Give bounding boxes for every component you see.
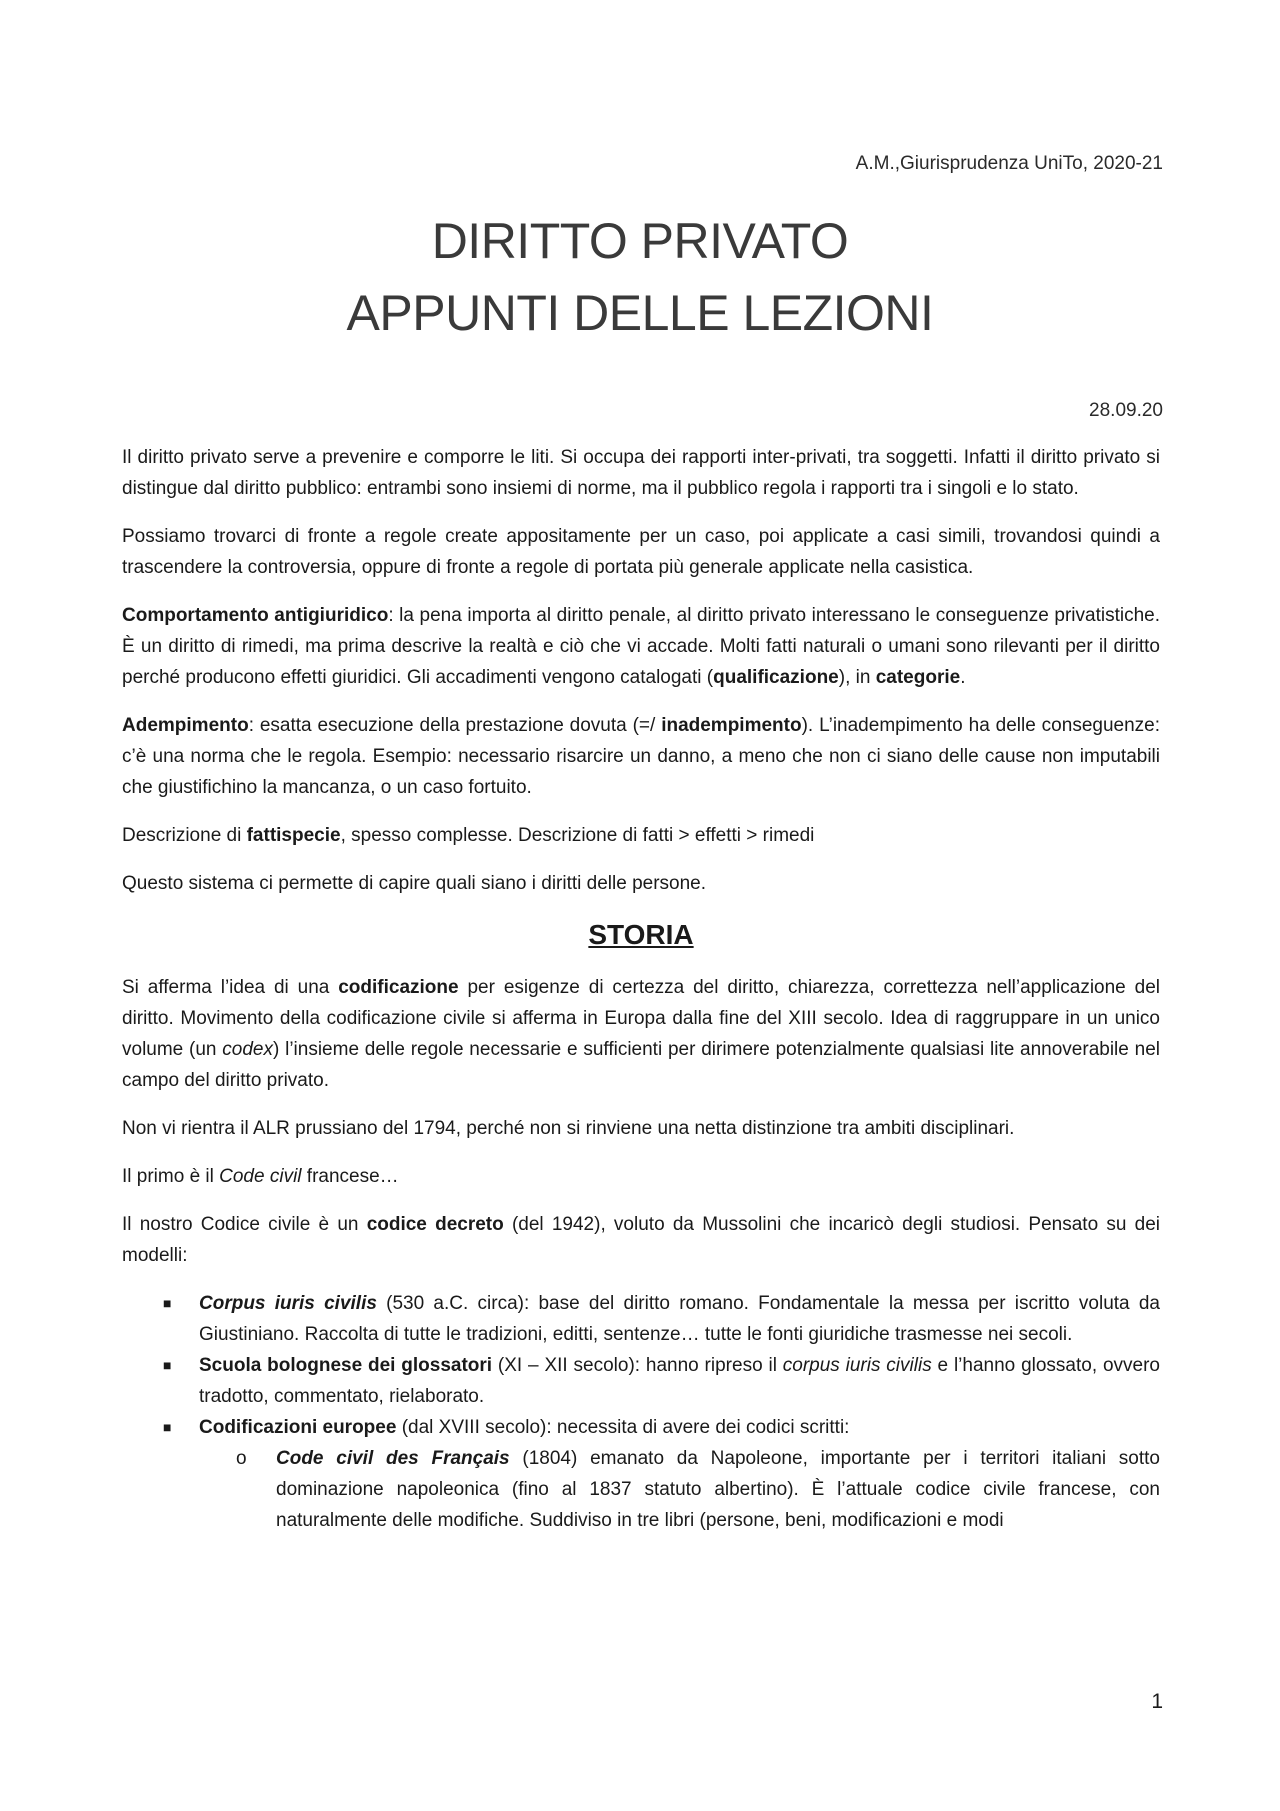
term-bold: Scuola bolognese dei glossatori — [199, 1355, 493, 1376]
page-title — [0, 205, 1280, 349]
paragraph-text: : la pena importa al diritto penale, al diritto privato interessano le conseguenze privatistiche. È un diritto di rimedi, ma prima descrive la realtà e ciò che vi accade. Molti fatti naturali o umani sono rilevanti per il diritto perché producono effetti giuridici. Gli accadimenti vengono catalogati ( — [122, 605, 1161, 688]
square-bullet-icon: ■ — [163, 1295, 172, 1311]
paragraph — [122, 710, 1160, 803]
term-italic: Corpus iuris civilis — [199, 1293, 377, 1314]
circle-bullet-icon: o — [236, 1448, 247, 1469]
term-italic: Code civil — [219, 1166, 302, 1187]
section-heading: STORIA — [588, 919, 694, 950]
paragraph-text: , spesso complesse. Descrizione di fatti > effetti > rimedi — [340, 825, 815, 846]
term-bold: Comportamento antigiuridico — [122, 605, 389, 626]
paragraph-text: ), in — [838, 667, 876, 688]
paragraph-text: Il nostro Codice civile è un — [122, 1214, 367, 1235]
page-number: 1 — [1151, 1690, 1163, 1713]
paragraph — [122, 820, 1160, 851]
term-italic: codex — [222, 1039, 273, 1060]
term-italic: Code civil des Français — [276, 1448, 510, 1469]
square-bullet-icon: ■ — [163, 1419, 172, 1435]
list-item-text: (dal XVIII secolo): necessita di avere dei codici scritti: — [396, 1417, 850, 1438]
author-line: A.M.,Giurisprudenza UniTo, 2020-21 — [855, 153, 1163, 174]
term-bold: fattispecie — [246, 825, 341, 846]
sub-list — [199, 1443, 1160, 1536]
term-bold: inadempimento — [661, 715, 802, 736]
paragraph: Non vi rientra il ALR prussiano del 1794, perché non si rinviene una netta distinzione tra ambiti disciplinari. — [122, 1118, 1015, 1139]
paragraph — [122, 972, 1160, 1096]
term-bold: Adempimento — [122, 715, 249, 736]
list-item-text: (530 a.C. circa): base del diritto romano. Fondamentale la messa per iscritto voluta da Giustiniano. Raccolta di tutte le tradizioni, editti, sentenze… tutte le fonti giuridiche trasmesse nei secoli. — [199, 1293, 1160, 1345]
term-italic: corpus iuris civilis — [782, 1355, 932, 1376]
list-item — [163, 1350, 1160, 1412]
paragraph-text: : esatta esecuzione della prestazione dovuta (=/ — [248, 715, 662, 736]
paragraph-text: (del 1942), voluto da Mussolini che incaricò degli studiosi. Pensato su dei modelli: — [122, 1214, 1160, 1266]
paragraph — [122, 1161, 1160, 1192]
term-bold: qualificazione — [713, 667, 839, 688]
paragraph: Il diritto privato serve a prevenire e comporre le liti. Si occupa dei rapporti inter-privati, tra soggetti. Infatti il diritto privato si distingue dal diritto pubblico: entrambi sono insiemi di norme, ma il pubblico regola i rapporti tra i singoli e lo stato. — [122, 447, 1160, 499]
term-bold: codificazione — [338, 977, 459, 998]
title-line-2: APPUNTI DELLE LEZIONI — [346, 285, 934, 341]
list-item-text: (XI – XII secolo): hanno ripreso il — [492, 1355, 783, 1376]
list-item — [163, 1412, 1160, 1536]
paragraph: Possiamo trovarci di fronte a regole create appositamente per un caso, poi applicate a casi simili, trovandosi quindi a trascendere la controversia, oppure di fronte a regole di portata più generale applicate nella casistica. — [122, 526, 1160, 578]
paragraph-text: Descrizione di — [122, 825, 247, 846]
lecture-date: 28.09.20 — [1089, 400, 1163, 421]
paragraph-text: ). L’inadempimento ha delle conseguenze: c’è una norma che le regola. Esempio: necessario risarcire un danno, a meno che non ci siano delle cause non imputabili che giustifichino la mancanza, o un caso fortuito. — [122, 715, 1160, 798]
paragraph — [122, 600, 1160, 693]
paragraph-text: . — [960, 667, 966, 688]
paragraph-text: per esigenze di certezza del diritto, chiarezza, correttezza nell’applicazione del diritto. Movimento della codificazione civile si afferma in Europa dalla fine del XIII secolo. Idea di raggruppare in un unico volume (un — [122, 977, 1160, 1060]
paragraph — [122, 1209, 1160, 1271]
paragraph-text: Il primo è il — [122, 1166, 220, 1187]
sub-list-item — [236, 1443, 1160, 1536]
document-body — [122, 442, 1160, 1536]
title-line-1: DIRITTO PRIVATO — [431, 213, 849, 269]
term-bold: Codificazioni europee — [199, 1417, 397, 1438]
term-bold: categorie — [875, 667, 961, 688]
list-item-text: (1804) emanato da Napoleone, importante per i territori italiani sotto dominazione napoleonica (fino al 1837 statuto albertino). È l’attuale codice civile francese, con naturalmente delle modifiche. Suddiviso in tre libri (persone, beni, modificazioni e modi — [276, 1448, 1160, 1531]
paragraph-text: Si afferma l’idea di una — [122, 977, 339, 998]
square-bullet-icon: ■ — [163, 1357, 172, 1373]
paragraph: Questo sistema ci permette di capire quali siano i diritti delle persone. — [122, 873, 707, 894]
list-item-text: e l’hanno glossato, ovvero tradotto, commentato, rielaborato. — [199, 1355, 1160, 1407]
list-item — [163, 1288, 1160, 1350]
models-list — [122, 1288, 1160, 1536]
term-bold-italic — [276, 1448, 510, 1469]
paragraph-text: ) l’insieme delle regole necessarie e sufficienti per dirimere potenzialmente qualsiasi lite annoverabile nel campo del diritto privato. — [122, 1039, 1160, 1091]
paragraph-text: francese… — [301, 1166, 399, 1187]
term-bold: codice decreto — [366, 1214, 504, 1235]
term-bold-italic — [199, 1293, 377, 1314]
